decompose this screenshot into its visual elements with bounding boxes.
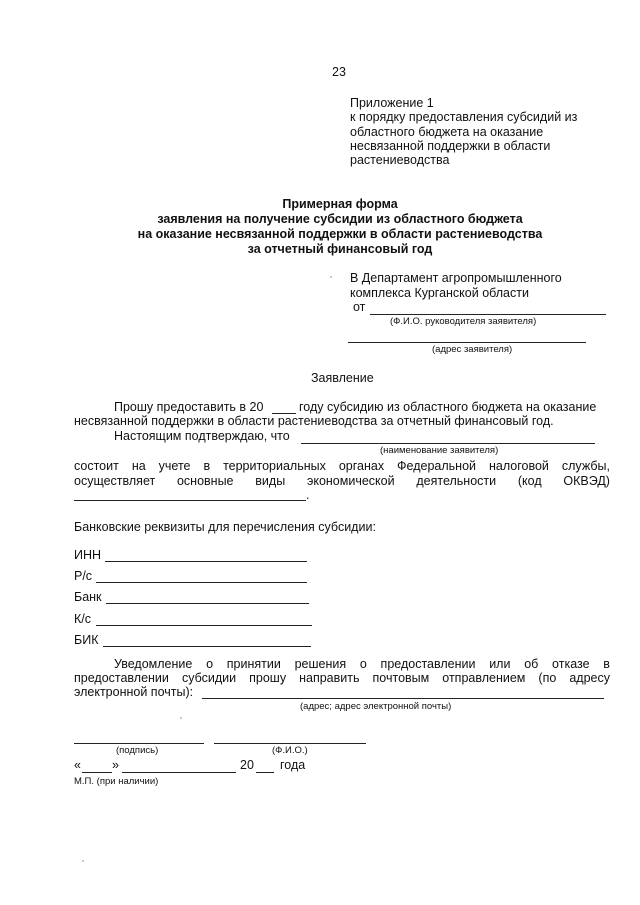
notice-address-caption: (адрес; адрес электронной почты): [300, 701, 452, 712]
from-name-caption: (Ф.И.О. руководителя заявителя): [390, 316, 537, 327]
confirm-label: Настоящим подтверждаю, что: [114, 429, 290, 443]
page-number: 23: [332, 65, 346, 79]
year-prefix: 20: [240, 758, 254, 772]
bik-field[interactable]: [103, 646, 311, 647]
appendix-title: Приложение 1: [350, 96, 434, 110]
scan-speck: [82, 860, 84, 862]
bik-label: БИК: [74, 633, 99, 647]
notice-address-field[interactable]: [202, 698, 604, 699]
request-text: несвязанной поддержки в области растениеводства за отчетный финансовый год.: [74, 414, 554, 428]
bank-title: Банковские реквизиты для перечисления субсидии:: [74, 520, 376, 534]
full-name-caption: (Ф.И.О.): [272, 745, 308, 756]
month-field[interactable]: [122, 772, 236, 773]
heading-line: за отчетный финансовый год: [247, 242, 433, 256]
scan-speck: [330, 276, 332, 278]
address-field[interactable]: [348, 342, 586, 343]
heading-line: Примерная форма: [282, 197, 398, 211]
request-text: Прошу предоставить в 20: [114, 400, 264, 414]
heading-line: на оказание несвязанной поддержки в области растениеводства: [137, 227, 543, 241]
inn-field[interactable]: [105, 561, 307, 562]
bank-label: Банк: [74, 590, 102, 604]
date-close-quote: »: [112, 758, 119, 772]
request-text: году субсидию из областного бюджета на оказание: [299, 400, 597, 414]
date-open-quote: «: [74, 758, 81, 772]
stamp-note: М.П. (при наличии): [74, 776, 159, 787]
scan-speck: [180, 717, 182, 719]
account-label: Р/с: [74, 569, 93, 583]
corr-account-label: К/с: [74, 612, 92, 626]
from-name-field[interactable]: [370, 314, 606, 315]
account-field[interactable]: [96, 582, 307, 583]
year-suffix-field[interactable]: [256, 772, 274, 773]
from-label: от: [353, 300, 366, 314]
okved-period: .: [306, 488, 310, 502]
signature-caption: (подпись): [116, 745, 159, 756]
corr-account-field[interactable]: [96, 625, 312, 626]
heading-line: заявления на получение субсидии из областного бюджета: [157, 212, 523, 226]
address-caption: (адрес заявителя): [432, 344, 513, 355]
notice-line: электронной почты):: [74, 685, 194, 699]
inn-label: ИНН: [74, 548, 102, 562]
doc-title: Заявление: [311, 371, 374, 385]
appendix-line: растениеводства: [350, 153, 450, 167]
appendix-line: несвязанной поддержки в области: [350, 139, 551, 153]
appendix-line: областного бюджета на оказание: [350, 125, 544, 139]
addressee-line: В Департамент агропромышленного: [350, 271, 562, 285]
signature-field[interactable]: [74, 743, 204, 744]
addressee-line: комплекса Курганской области: [350, 286, 529, 300]
applicant-name-field[interactable]: [301, 443, 595, 444]
day-field[interactable]: [82, 772, 112, 773]
notice-line: Уведомление о принятии решения о предоставлении или об отказе в: [114, 657, 610, 671]
notice-line: предоставлении субсидии прошу направить почтовым отправлением (по адресу: [74, 671, 610, 685]
appendix-line: к порядку предоставления субсидий из: [350, 110, 578, 124]
okved-field[interactable]: [74, 500, 306, 501]
bank-field[interactable]: [106, 603, 309, 604]
year-label: года: [280, 758, 306, 772]
tax-registration-line: состоит на учете в территориальных органах Федеральной налоговой службы,: [74, 459, 610, 473]
applicant-name-caption: (наименование заявителя): [380, 445, 499, 456]
okved-line: осуществляет основные виды экономической деятельности (код ОКВЭД): [74, 474, 610, 488]
full-name-field[interactable]: [214, 743, 366, 744]
